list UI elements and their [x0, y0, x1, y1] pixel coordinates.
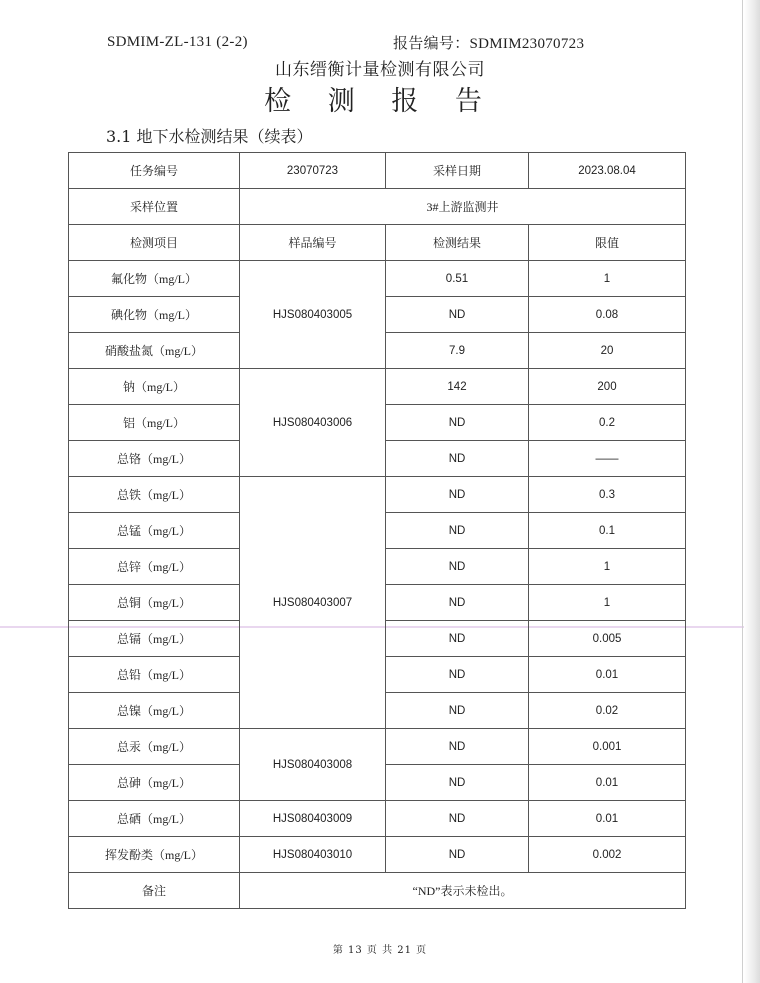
remarks-row: [69, 873, 686, 909]
sample-id-cell: HJS080403007: [240, 477, 386, 729]
result-cell: ND: [386, 549, 529, 585]
result-cell: ND: [386, 693, 529, 729]
item-cell: 总镉（mg/L）: [69, 621, 240, 657]
result-cell: ND: [386, 405, 529, 441]
limit-cell: 1: [529, 261, 686, 297]
task-no-label: 任务编号: [69, 153, 240, 189]
limit-cell: 1: [529, 585, 686, 621]
result-cell: ND: [386, 657, 529, 693]
result-cell: ND: [386, 441, 529, 477]
item-cell: 碘化物（mg/L）: [69, 297, 240, 333]
item-cell: 总硒（mg/L）: [69, 801, 240, 837]
table-row: [69, 189, 686, 225]
result-cell: ND: [386, 621, 529, 657]
table-row: [69, 369, 686, 405]
remarks-text: “ND”表示未检出。: [240, 873, 686, 909]
item-cell: 总铁（mg/L）: [69, 477, 240, 513]
column-header: 限值: [529, 225, 686, 261]
table-row: [69, 729, 686, 765]
column-header: 样品编号: [240, 225, 386, 261]
result-cell: ND: [386, 297, 529, 333]
company-name: 山东缙衡计量检测有限公司: [275, 60, 485, 80]
page-number: 第 13 页 共 21 页: [332, 945, 428, 956]
limit-cell: 20: [529, 333, 686, 369]
result-cell: ND: [386, 729, 529, 765]
sampling-date-label: 采样日期: [386, 153, 529, 189]
item-cell: 总铜（mg/L）: [69, 585, 240, 621]
sampling-date-value: 2023.08.04: [529, 153, 686, 189]
item-cell: 总铬（mg/L）: [69, 441, 240, 477]
table-row: [69, 261, 686, 297]
limit-cell: 1: [529, 549, 686, 585]
item-cell: 总锰（mg/L）: [69, 513, 240, 549]
remarks-label: 备注: [69, 873, 240, 909]
item-cell: 总镍（mg/L）: [69, 693, 240, 729]
limit-cell: 0.01: [529, 657, 686, 693]
limit-cell: 0.001: [529, 729, 686, 765]
section-title: 3.1 地下水检测结果（续表）: [106, 127, 313, 146]
item-cell: 挥发酚类（mg/L）: [69, 837, 240, 873]
sample-id-cell: HJS080403008: [240, 729, 386, 801]
limit-cell: 0.2: [529, 405, 686, 441]
item-cell: 硝酸盐氮（mg/L）: [69, 333, 240, 369]
sample-id-cell: HJS080403010: [240, 837, 386, 873]
limit-cell: 0.08: [529, 297, 686, 333]
result-cell: ND: [386, 585, 529, 621]
page-edge-line: [742, 0, 743, 983]
table-header-row: [69, 225, 686, 261]
item-cell: 总锌（mg/L）: [69, 549, 240, 585]
item-cell: 总砷（mg/L）: [69, 765, 240, 801]
task-no-value: 23070723: [240, 153, 386, 189]
table-row: [69, 477, 686, 513]
column-header: 检测项目: [69, 225, 240, 261]
results-table: [68, 152, 686, 909]
result-cell: 142: [386, 369, 529, 405]
result-cell: 0.51: [386, 261, 529, 297]
item-cell: 钠（mg/L）: [69, 369, 240, 405]
sample-id-cell: HJS080403005: [240, 261, 386, 369]
result-cell: ND: [386, 477, 529, 513]
column-header: 检测结果: [386, 225, 529, 261]
location-value: 3#上游监测井: [240, 189, 686, 225]
limit-cell: 0.005: [529, 621, 686, 657]
limit-cell: 0.3: [529, 477, 686, 513]
table-row: [69, 837, 686, 873]
report-title: 检 测 报 告: [264, 86, 496, 117]
sample-id-cell: HJS080403006: [240, 369, 386, 477]
item-cell: 总汞（mg/L）: [69, 729, 240, 765]
result-cell: ND: [386, 837, 529, 873]
item-cell: 氟化物（mg/L）: [69, 261, 240, 297]
limit-cell: 0.002: [529, 837, 686, 873]
result-cell: ND: [386, 765, 529, 801]
limit-cell: 200: [529, 369, 686, 405]
limit-cell: ——: [529, 441, 686, 477]
item-cell: 铝（mg/L）: [69, 405, 240, 441]
limit-cell: 0.01: [529, 765, 686, 801]
sample-id-cell: HJS080403009: [240, 801, 386, 837]
table-row: [69, 153, 686, 189]
document-code: SDMIM-ZL-131 (2-2): [107, 34, 248, 50]
limit-cell: 0.01: [529, 801, 686, 837]
result-cell: ND: [386, 513, 529, 549]
result-cell: ND: [386, 801, 529, 837]
page-edge-shadow: [744, 0, 760, 983]
table-row: [69, 801, 686, 837]
limit-cell: 0.1: [529, 513, 686, 549]
result-cell: 7.9: [386, 333, 529, 369]
item-cell: 总铅（mg/L）: [69, 657, 240, 693]
location-label: 采样位置: [69, 189, 240, 225]
report-number: 报告编号：SDMIM23070723: [393, 36, 585, 52]
limit-cell: 0.02: [529, 693, 686, 729]
